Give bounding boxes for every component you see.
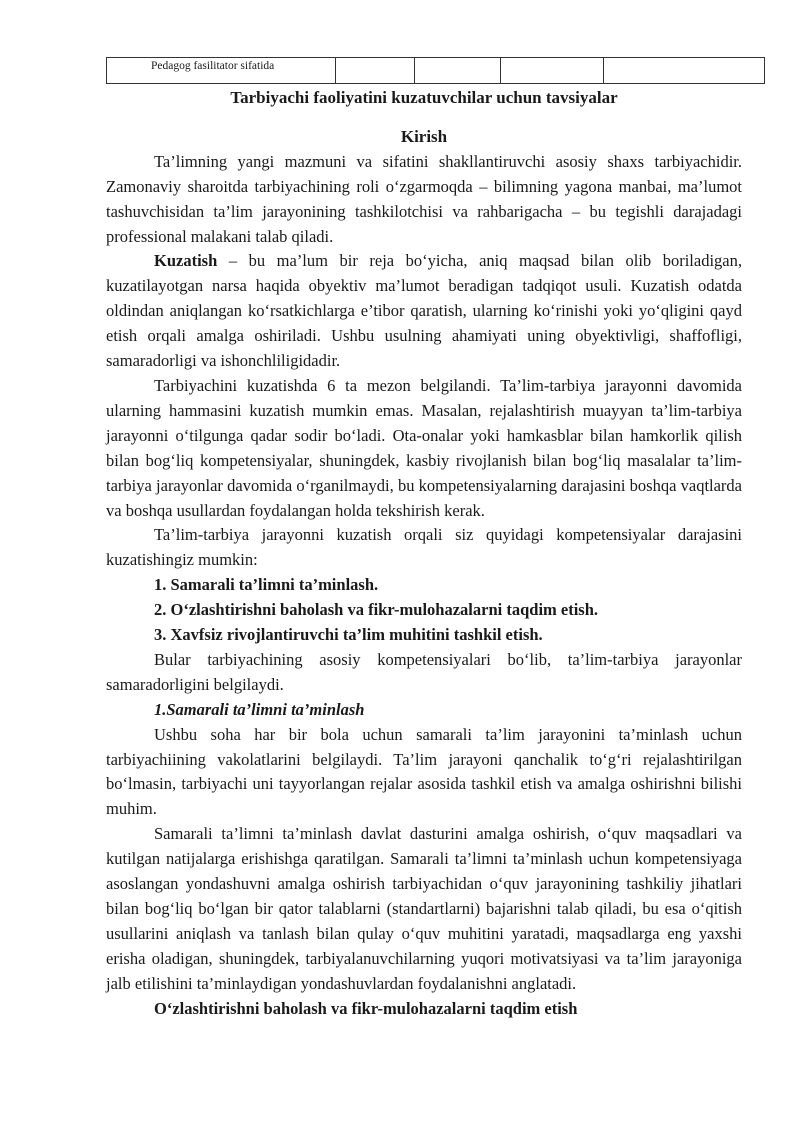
table-cell	[336, 58, 415, 84]
section-heading: 1.Samarali ta’limni ta’minlash	[154, 699, 365, 719]
definition-text: – bu ma’lum bir reja bo‘yicha, aniq maqsad bilan olib boriladigan, kuzatilayotgan narsa haqida obyektiv ma’lumot beradigan tadqiqot usuli. Kuzatish odatda oldindan aniqlangan ko‘rsatkichlarga e’tibor qaratish, ularning ko‘rinishi yoki yo‘qligini qayd etish orqali amalga oshiriladi. Ushbu usulning ahamiyati uning obyektivligi, shaffofligi, samaradorligi va ishonchliligidadir.	[106, 251, 742, 371]
table-row	[107, 58, 765, 84]
section-heading: O‘zlashtirishni baholash va fikr-mulohazalarni taqdim etish	[154, 998, 578, 1018]
list-item: 3. Xavfsiz rivojlantiruvchi ta’lim muhitini tashkil etish.	[154, 625, 543, 645]
paragraph: Ta’lim-tarbiya jarayonni kuzatish orqali siz quyidagi kompetensiyalar darajasini kuzatishingiz mumkin:	[106, 525, 742, 570]
term-kuzatish: Kuzatish	[154, 251, 218, 271]
section-heading-kirish: Kirish	[400, 126, 448, 146]
table-cell	[501, 58, 604, 84]
table-cell	[415, 58, 501, 84]
document-title: Tarbiyachi faoliyatini kuzatuvchilar uchun tavsiyalar	[230, 88, 618, 107]
paragraph: Ta’limning yangi mazmuni va sifatini shakllantiruvchi asosiy shaxs tarbiyachidir. Zamonaviy sharoitda tarbiyachining roli o‘zgarmoqda – bilimning yagona manbai, ma’lumot tashuvchisidan ta’lim jarayonining tashkilotchisi va rahbarigacha – bu tegishli darajadagi professional malakani talab qiladi.	[106, 151, 742, 246]
table-cell-criterion: Pedagog fasilitator sifatida	[107, 58, 336, 84]
list-item: 2. O‘zlashtirishni baholash va fikr-mulohazalarni taqdim etish.	[154, 600, 599, 620]
document-body	[106, 86, 742, 1022]
evaluation-table	[106, 57, 765, 84]
paragraph: Ushbu soha har bir bola uchun samarali ta’lim jarayonini ta’minlash uchun tarbiyachiining vakolatlarini belgilaydi. Ta’lim jarayoni qanchalik to‘g‘ri rejalashtirilgan bo‘lmasin, tarbiyachi uni tayyorlangan rejalar asosida tashkil etish va amalga oshirishni bilishi muhim.	[106, 724, 742, 819]
paragraph: Bular tarbiyachining asosiy kompetensiyalari bo‘lib, ta’lim-tarbiya jarayonlar samaradorligini belgilaydi.	[106, 649, 742, 694]
paragraph: Tarbiyachini kuzatishda 6 ta mezon belgilandi. Ta’lim-tarbiya jarayonni davomida ularning hammasini kuzatish mumkin emas. Masalan, rejalashtirish muayyan ta’lim-tarbiya jarayonni o‘tilgunga qadar sodir bo‘ladi. Ota-onalar yoki hamkasblar bilan hamkorlik qilish bilan bog‘liq kompetensiyalar, shuningdek, kasbiy rivojlanish bilan bog‘liq masalalar ta’lim-tarbiya jarayonlar davomida o‘rganilmaydi, bu kompetensiyalarning darajasini boshqa vaqtlarda va boshqa usullardan foydalangan holda tekshirish kerak.	[106, 375, 742, 520]
paragraph-definition	[106, 249, 742, 374]
paragraph: Samarali ta’limni ta’minlash davlat dasturini amalga oshirish, o‘quv maqsadlari va kutilgan natijalarga erishishga qaratilgan. Samarali ta’limni ta’minlash uchun kompetensiyaga asoslangan yondashuvni amalga oshirish tarbiyachidan o‘quv jarayonining tashkiliy jihatlari bilan bog‘liq bo‘lgan bir qator talablarni (standartlarni) bajarishni talab qiladi, bu esa o‘qitish usullarini aniqlash va tanlash bilan qulay o‘quv muhitini yaratadi, maqsadlarga eng yaxshi erisha oladigan, shuningdek, tarbiyalanuvchilarning yuqori motivatsiyasi va ta’lim jarayoniga jalb etilishini ta’minlaydigan yondashuvlardan foydalanishni anglatadi.	[106, 824, 742, 993]
list-item: 1. Samarali ta’limni ta’minlash.	[154, 575, 379, 595]
table-cell	[604, 58, 765, 84]
